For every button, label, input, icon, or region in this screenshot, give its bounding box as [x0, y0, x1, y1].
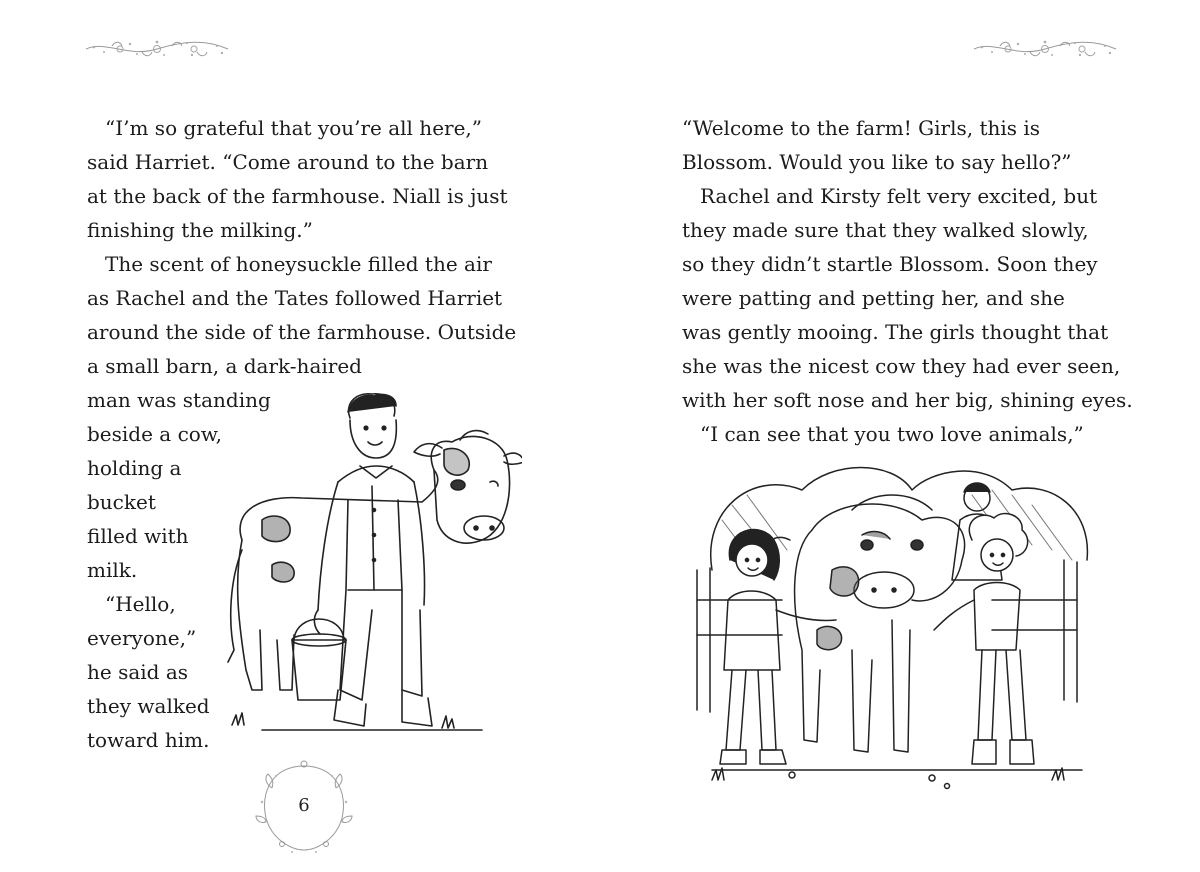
text-line: he said as [87, 660, 189, 684]
page-number-badge [252, 758, 356, 858]
text-line: were patting and petting her, and she [682, 286, 1065, 310]
text-line: toward him. [87, 728, 210, 752]
girls-petting-cow-illustration [692, 450, 1102, 810]
text-line: man was standing [87, 388, 271, 412]
text-line: filled with [87, 524, 189, 548]
text-line: as Rachel and the Tates followed Harriet [87, 286, 503, 310]
text-line: “Hello, [105, 592, 176, 616]
text-line: they walked [87, 694, 210, 718]
text-line: The scent of honeysuckle filled the air [105, 252, 492, 276]
text-line: holding a [87, 456, 182, 480]
page-number: 6 [298, 795, 310, 816]
header-ornament-icon [82, 36, 232, 62]
text-line: beside a cow, [87, 422, 222, 446]
text-line: with her soft nose and her big, shining eyes. [682, 388, 1133, 412]
text-line: Rachel and Kirsty felt very excited, but [700, 184, 1098, 208]
text-line: at the back of the farmhouse. Niall is just [87, 184, 508, 208]
text-line: they made sure that they walked slowly, [682, 218, 1089, 242]
text-line: so they didn’t startle Blossom. Soon they [682, 252, 1098, 276]
text-line: everyone,” [87, 626, 197, 650]
text-line: milk. [87, 558, 138, 582]
text-line: she was the nicest cow they had ever seen, [682, 354, 1121, 378]
text-line: bucket [87, 490, 156, 514]
text-line: a small barn, a dark-haired [87, 354, 362, 378]
text-line: “I can see that you two love animals,” [700, 422, 1084, 446]
text-line: “I’m so grateful that you’re all here,” [105, 116, 483, 140]
text-line: around the side of the farmhouse. Outside [87, 320, 517, 344]
farmer-and-cow-illustration [222, 390, 522, 750]
text-line: said Harriet. “Come around to the barn [87, 150, 489, 174]
right-page [600, 0, 1200, 872]
text-line: finishing the milking.” [87, 218, 313, 242]
text-line: “Welcome to the farm! Girls, this is [682, 116, 1041, 140]
header-ornament-icon [970, 36, 1120, 62]
text-line: Blossom. Would you like to say hello?” [682, 150, 1072, 174]
text-line: was gently mooing. The girls thought that [682, 320, 1109, 344]
